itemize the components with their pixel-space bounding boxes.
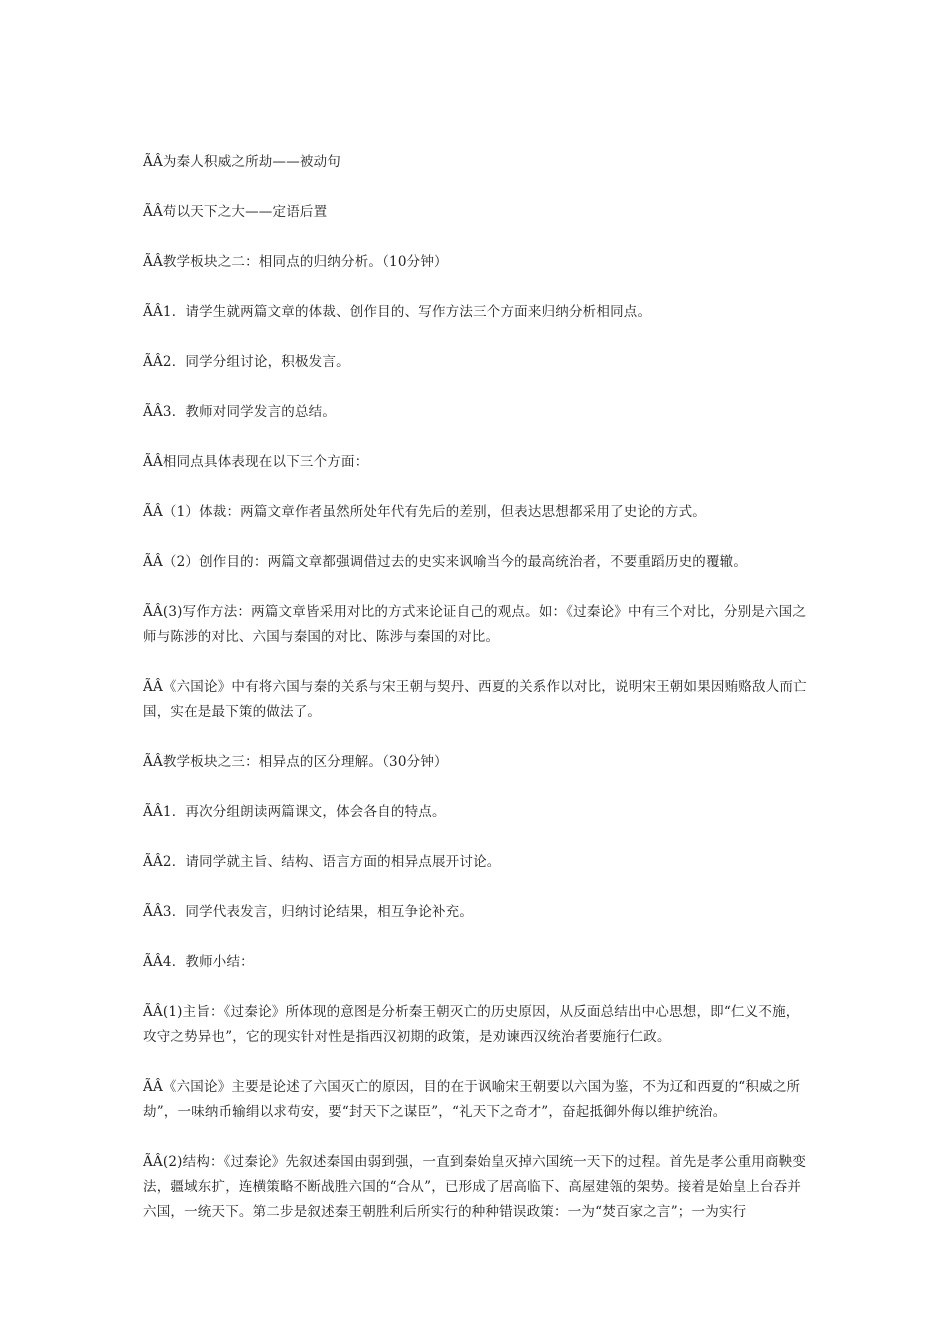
paragraph: ÃÂ相同点具体表现在以下三个方面： <box>143 454 369 470</box>
paragraph: ÃÂ1．再次分组朗读两篇课文，体会各自的特点。 <box>143 804 446 820</box>
paragraph: ÃÂ（1）体裁：两篇文章作者虽然所处年代有先后的差别，但表达思想都采用了史论的方式。 <box>143 504 706 520</box>
paragraph: ÃÂ为秦人积威之所劫——被动句 <box>143 154 341 170</box>
paragraph: ÃÂ教学板块之三：相异点的区分理解。（30分钟） <box>143 754 448 770</box>
paragraph: ÃÂ《六国论》主要是论述了六国灭亡的原因，目的在于讽喻宋王朝要以六国为鉴，不为辽和西夏的“积威之所劫”，一味纳币输绢以求苟安，要“封天下之谋臣”，“礼天下之奇才”，奋起抵御外侮以维护统治。 <box>143 1079 801 1120</box>
paragraph: ÃÂ2．同学分组讨论，积极发言。 <box>143 354 350 370</box>
paragraph: ÃÂ3．同学代表发言，归纳讨论结果，相互争论补充。 <box>143 904 474 920</box>
paragraph: ÃÂ2．请同学就主旨、结构、语言方面的相异点展开讨论。 <box>143 854 501 870</box>
paragraph: ÃÂ(2)结构：《过秦论》先叙述秦国由弱到强，一直到秦始皇灭掉六国统一天下的过程。首先是孝公重用商鞅变法，疆域东扩，连横策略不断战胜六国的“合从”，已形成了居高临下、高屋建瓴的架势。接着是始皇上台吞并六国，一统天下。第二步是叙述秦王朝胜利后所实行的种种错误政策：一为“焚百家之言”；一为实行 <box>143 1154 807 1220</box>
paragraph: ÃÂ（2）创作目的：两篇文章都强调借过去的史实来讽喻当今的最高统治者，不要重蹈历史的覆辙。 <box>143 554 748 570</box>
paragraph: ÃÂ(3)写作方法：两篇文章皆采用对比的方式来论证自己的观点。如：《过秦论》中有三个对比，分别是六国之师与陈涉的对比、六国与秦国的对比、陈涉与秦国的对比。 <box>143 604 807 645</box>
paragraph: ÃÂ3．教师对同学发言的总结。 <box>143 404 337 420</box>
paragraph: ÃÂ苟以天下之大——定语后置 <box>143 204 328 220</box>
document-body <box>143 150 811 1250</box>
paragraph: ÃÂ教学板块之二：相同点的归纳分析。（10分钟） <box>143 254 448 270</box>
paragraph: ÃÂ(1)主旨：《过秦论》所体现的意图是分析秦王朝灭亡的历史原因，从反面总结出中心思想，即“仁义不施，攻守之势异也”，它的现实针对性是指西汉初期的政策，是劝谏西汉统治者要施行仁政。 <box>143 1004 800 1045</box>
paragraph: ÃÂ《六国论》中有将六国与秦的关系与宋王朝与契丹、西夏的关系作以对比，说明宋王朝如果因贿赂敌人而亡国，实在是最下策的做法了。 <box>143 679 807 720</box>
paragraph: ÃÂ4．教师小结： <box>143 954 254 970</box>
paragraph: ÃÂ1．请学生就两篇文章的体裁、创作目的、写作方法三个方面来归纳分析相同点。 <box>143 304 652 320</box>
